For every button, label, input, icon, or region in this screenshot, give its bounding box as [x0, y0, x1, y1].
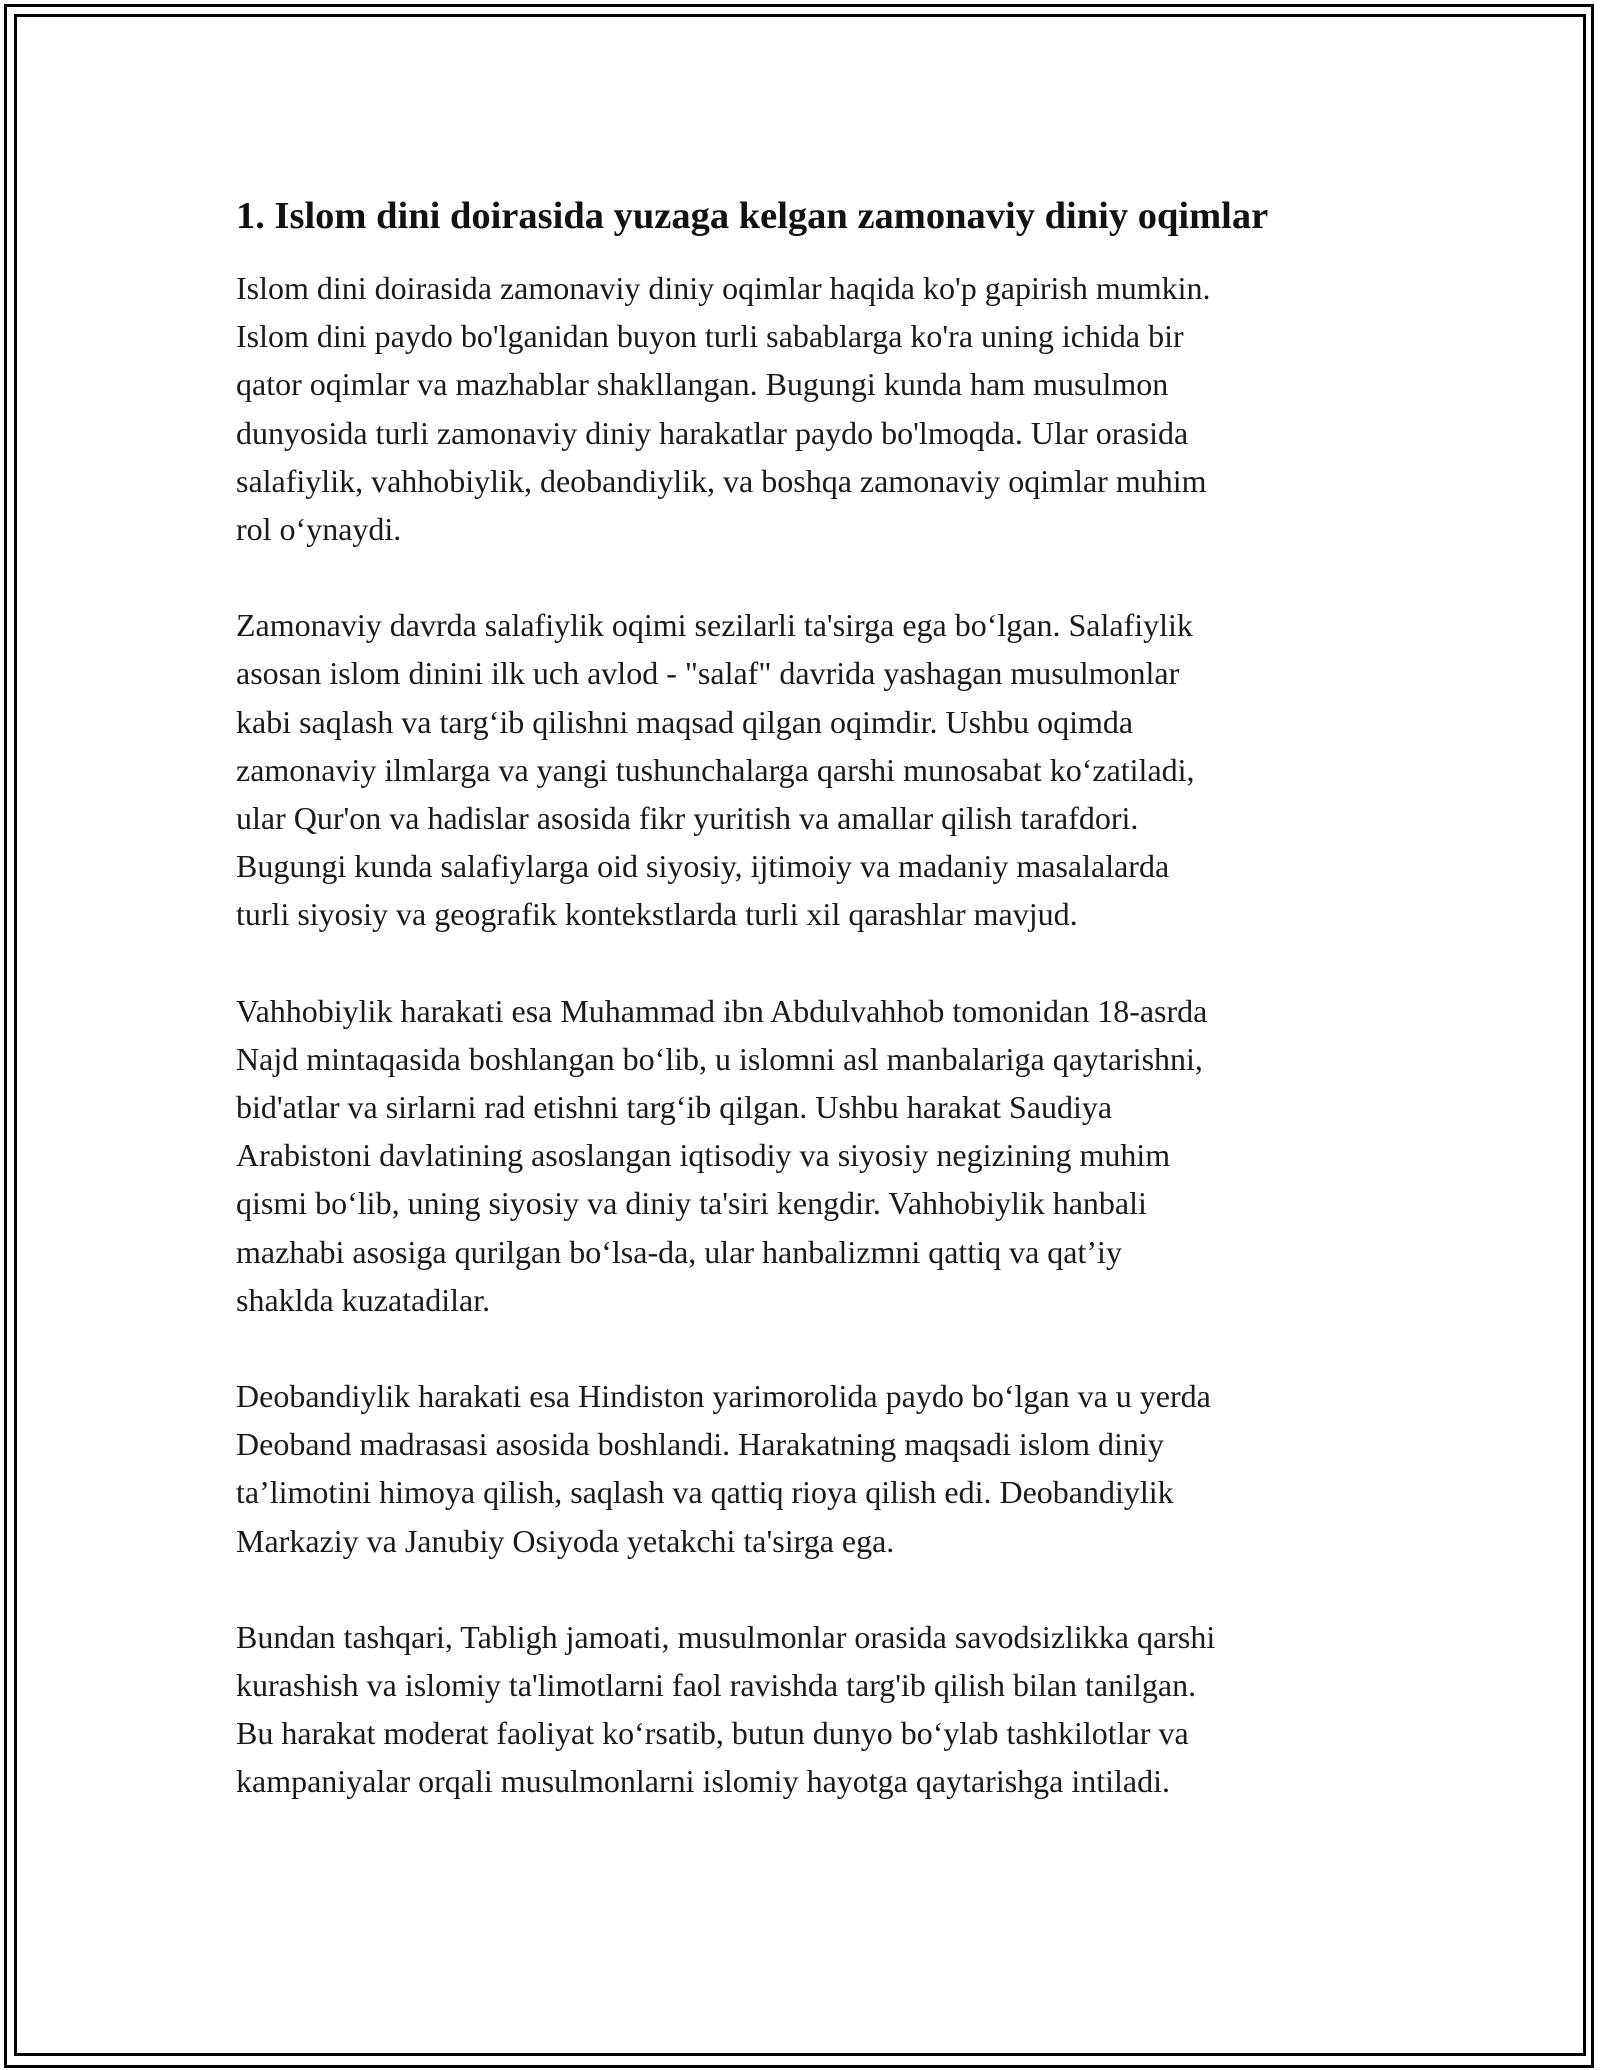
text-line: kampaniyalar orqali musulmonlarni islomiy hayotga qaytarishga intiladi.	[236, 1763, 1171, 1800]
text-line: Deobandiylik harakati esa Hindiston yarimorolida paydo bo‘lgan va u yerda	[236, 1378, 1211, 1415]
text-line: Bundan tashqari, Tabligh jamoati, musulmonlar orasida savodsizlikka qarshi	[236, 1618, 1216, 1655]
text-line: Arabistoni davlatining asoslangan iqtisodiy va siyosiy negizining muhim	[236, 1137, 1171, 1174]
text-line: asosan islom dinini ilk uch avlod - "salaf" davrida yashagan musulmonlar	[236, 655, 1180, 692]
text-line: mazhabi asosiga qurilgan bo‘lsa-da, ular hanbalizmni qattiq va qat’iy	[236, 1233, 1122, 1270]
text-line: Bu harakat moderat faoliyat ko‘rsatib, butun dunyo bo‘ylab tashkilotlar va	[236, 1715, 1189, 1752]
text-line: Markaziy va Janubiy Osiyoda yetakchi ta'sirga ega.	[236, 1522, 895, 1559]
text-line: Najd mintaqasida boshlangan bo‘lib, u islomni asl manbalariga qaytarishni,	[236, 1040, 1203, 1077]
paragraph-intro	[236, 264, 1366, 553]
text-line: rol o‘ynaydi.	[236, 511, 402, 548]
text-line: salafiylik, vahhobiylik, deobandiylik, va boshqa zamonaviy oqimlar muhim	[236, 462, 1207, 499]
text-line: dunyosida turli zamonaviy diniy harakatlar paydo bo'lmoqda. Ular orasida	[236, 414, 1189, 451]
paragraph-salafiylik	[236, 601, 1366, 938]
paragraph-tabligh	[236, 1613, 1366, 1806]
text-line: qator oqimlar va mazhablar shakllangan. Bugungi kunda ham musulmon	[236, 366, 1169, 403]
paragraph-vahhobiylik	[236, 987, 1366, 1324]
text-line: Deoband madrasasi asosida boshlandi. Harakatning maqsadi islom diniy	[236, 1426, 1164, 1463]
text-line: Islom dini paydo bo'lganidan buyon turli sabablarga ko'ra uning ichida bir	[236, 318, 1184, 355]
text-line: ular Qur'on va hadislar asosida fikr yuritish va amallar qilish tarafdori.	[236, 800, 1139, 837]
text-line: Vahhobiylik harakati esa Muhammad ibn Abdulvahhob tomonidan 18-asrda	[236, 992, 1208, 1029]
text-line: Bugungi kunda salafiylarga oid siyosiy, ijtimoiy va madaniy masalalarda	[236, 848, 1170, 885]
text-line: zamonaviy ilmlarga va yangi tushunchalarga qarshi munosabat ko‘zatiladi,	[236, 751, 1195, 788]
text-line: shaklda kuzatadilar.	[236, 1281, 491, 1318]
text-line: Zamonaviy davrda salafiylik oqimi sezilarli ta'sirga ega bo‘lgan. Salafiylik	[236, 607, 1193, 644]
text-line: kurashish va islomiy ta'limotlarni faol ravishda targ'ib qilish bilan tanilgan.	[236, 1667, 1197, 1704]
text-line: bid'atlar va sirlarni rad etishni targ‘ib qilgan. Ushbu harakat Saudiya	[236, 1089, 1113, 1126]
paragraph-deobandiylik	[236, 1372, 1366, 1565]
text-line: kabi saqlash va targ‘ib qilishni maqsad qilgan oqimdir. Ushbu oqimda	[236, 703, 1134, 740]
document-body	[236, 186, 1366, 1854]
text-line: qismi bo‘lib, uning siyosiy va diniy ta'siri kengdir. Vahhobiylik hanbali	[236, 1185, 1147, 1222]
text-line: ta’limotini himoya qilish, saqlash va qattiq rioya qilish edi. Deobandiylik	[236, 1474, 1174, 1511]
text-line: turli siyosiy va geografik kontekstlarda turli xil qarashlar mavjud.	[236, 896, 1078, 933]
text-line: Islom dini doirasida zamonaviy diniy oqimlar haqida ko'p gapirish mumkin.	[236, 270, 1211, 306]
section-heading: 1. Islom dini doirasida yuzaga kelgan zamonaviy diniy oqimlar	[236, 195, 1269, 237]
